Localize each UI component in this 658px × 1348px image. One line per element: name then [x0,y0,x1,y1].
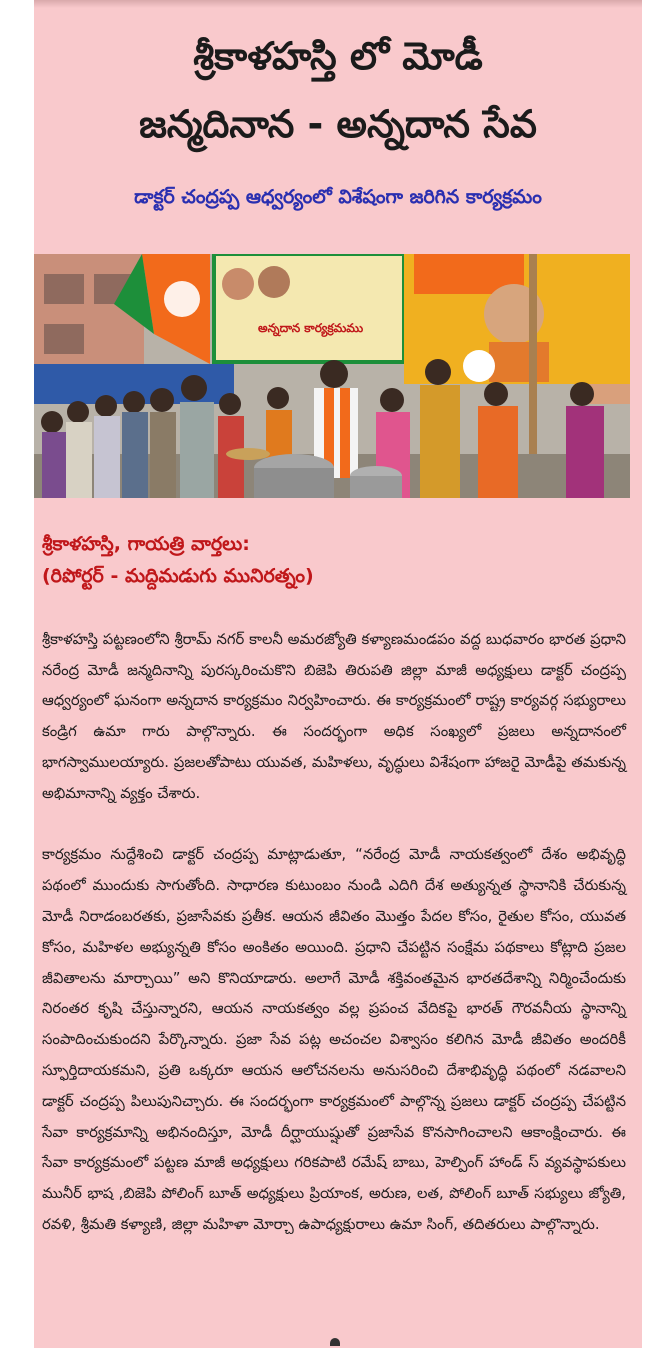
event-photo [34,254,630,498]
headline-line-2: జన్మదినాన - అన్నదాన సేవ [139,102,537,146]
byline [42,528,622,592]
headline [34,22,642,158]
article-paragraph-1: శ్రీకాళహస్తి పట్టణంలోని శ్రీరామ్ నగర్ కాలనీ అమరజ్యోతి కళ్యాణమండపం వద్ద బుధవారం భారత ప్రధాని నరేంద్ర మోడీ జన్మదినాన్ని పురస్కరించుకొని బిజెపి తిరుపతి జిల్లా మాజీ అధ్యక్షులు డాక్టర్ చంద్రప్ప ఆధ్వర్యంలో ఘనంగా అన్నదాన కార్యక్రమం నిర్వహించారు. ఈ కార్యక్రమంలో రాష్ట్ర కార్యవర్గ సభ్యురాలు కండ్రిగ ఉమా గారు పాల్గొన్నారు. ఈ సందర్భంగా అధిక సంఖ్యలో ప్రజలు అన్నదానంలో భాగస్వాములయ్యారు. ప్రజలతోపాటు యువత, మహిళలు, వృద్ధులు విశేషంగా హాజరై మోడీపై తమకున్న అభిమానాన్ని వ్యక్తం చేశారు. [42,630,626,802]
article-paragraph-2: కార్యక్రమం నుద్దేశించి డాక్టర్ చంద్రప్ప మాట్లాడుతూ, “నరేంద్ర మోడీ నాయకత్వంలో దేశం అభివృద్ధి పథంలో ముందుకు సాగుతోంది. సాధారణ కుటుంబం నుండి ఎదిగి దేశ అత్యున్నత స్థానానికి చేరుకున్న మోడీ నిరాడంబరతకు, ప్రజాసేవకు ప్రతీక. ఆయన జీవితం మొత్తం పేదల కోసం, రైతుల కోసం, యువత కోసం, మహిళల అభ్యున్నతి కోసం అంకితం అయింది. ప్రధాని చేపట్టిన సంక్షేమ పథకాలు కోట్లాది ప్రజల జీవితాలను మార్చాయి” అని కొనియాడారు. అలాగే మోడీ శక్తివంతమైన భారతదేశాన్ని నిర్మించేందుకు నిరంతర కృషి చేస్తున్నారని, ఆయన నాయకత్వం వల్ల ప్రపంచ వేదికపై భారత్ గౌరవనీయ స్థానాన్ని సంపాదించుకుందని పేర్కొన్నారు. ప్రజా సేవ పట్ల అచంచల విశ్వాసం కలిగిన మోడీ జీవితం అందరికీ స్ఫూర్తిదాయకమని, ప్రతి ఒక్కరూ ఆయన ఆలోచనలను అనుసరించి దేశాభివృద్ధి పథంలో నడవాలని డాక్టర్ చంద్రప్ప పిలుపునిచ్చారు. ఈ సందర్భంగా కార్యక్రమంలో పాల్గొన్న ప్రజలు డాక్టర్ చంద్రప్ప చేపట్టిన సేవా కార్యక్రమాన్ని అభినందిస్తూ, మోడీ దీర్ఘాయుష్షుతో ప్రజాసేవ కొనసాగించాలని ఆకాంక్షించారు. ఈ సేవా కార్యక్రమంలో పట్టణ మాజీ అధ్యక్షులు గరికపాటి రమేష్ బాబు, హెల్పింగ్ హాండ్ స్ వ్యవస్థాపకులు మునీర్ భాష ,బిజెపి పోలింగ్ బూత్ అధ్యక్షులు ప్రియాంక, అరుణ, లత, పోలింగ్ బూత్ సభ్యులు జ్యోతి, రవళి, శ్రీమతి కళ్యాణి, జిల్లా మహిళా మోర్చా ఉపాధ్యక్షురాలు ఉమా సింగ్, తదితరులు పాల్గొన్నారు. [42,846,626,1233]
dateline: శ్రీకాళహస్తి, గాయత్రి వార్తలు: [42,533,250,555]
reporter-credit: (రిపోర్టర్ - మద్దిమడుగు మునిరత్నం) [42,565,314,587]
top-edge [34,0,642,8]
subheadline: డాక్టర్ చంద్రప్ప ఆధ్వర్యంలో విశేషంగా జరిగిన కార్యక్రమం [134,186,542,208]
article-body [42,594,626,1272]
page-continuation-mark [330,1338,340,1346]
banner-text: అన్నదాన కార్యక్రమము [258,321,364,335]
headline-line-1: శ్రీకాళహస్తి లో మోడీ [193,34,483,78]
newspaper-clipping [34,0,642,1348]
man-receiving-food [180,402,214,498]
